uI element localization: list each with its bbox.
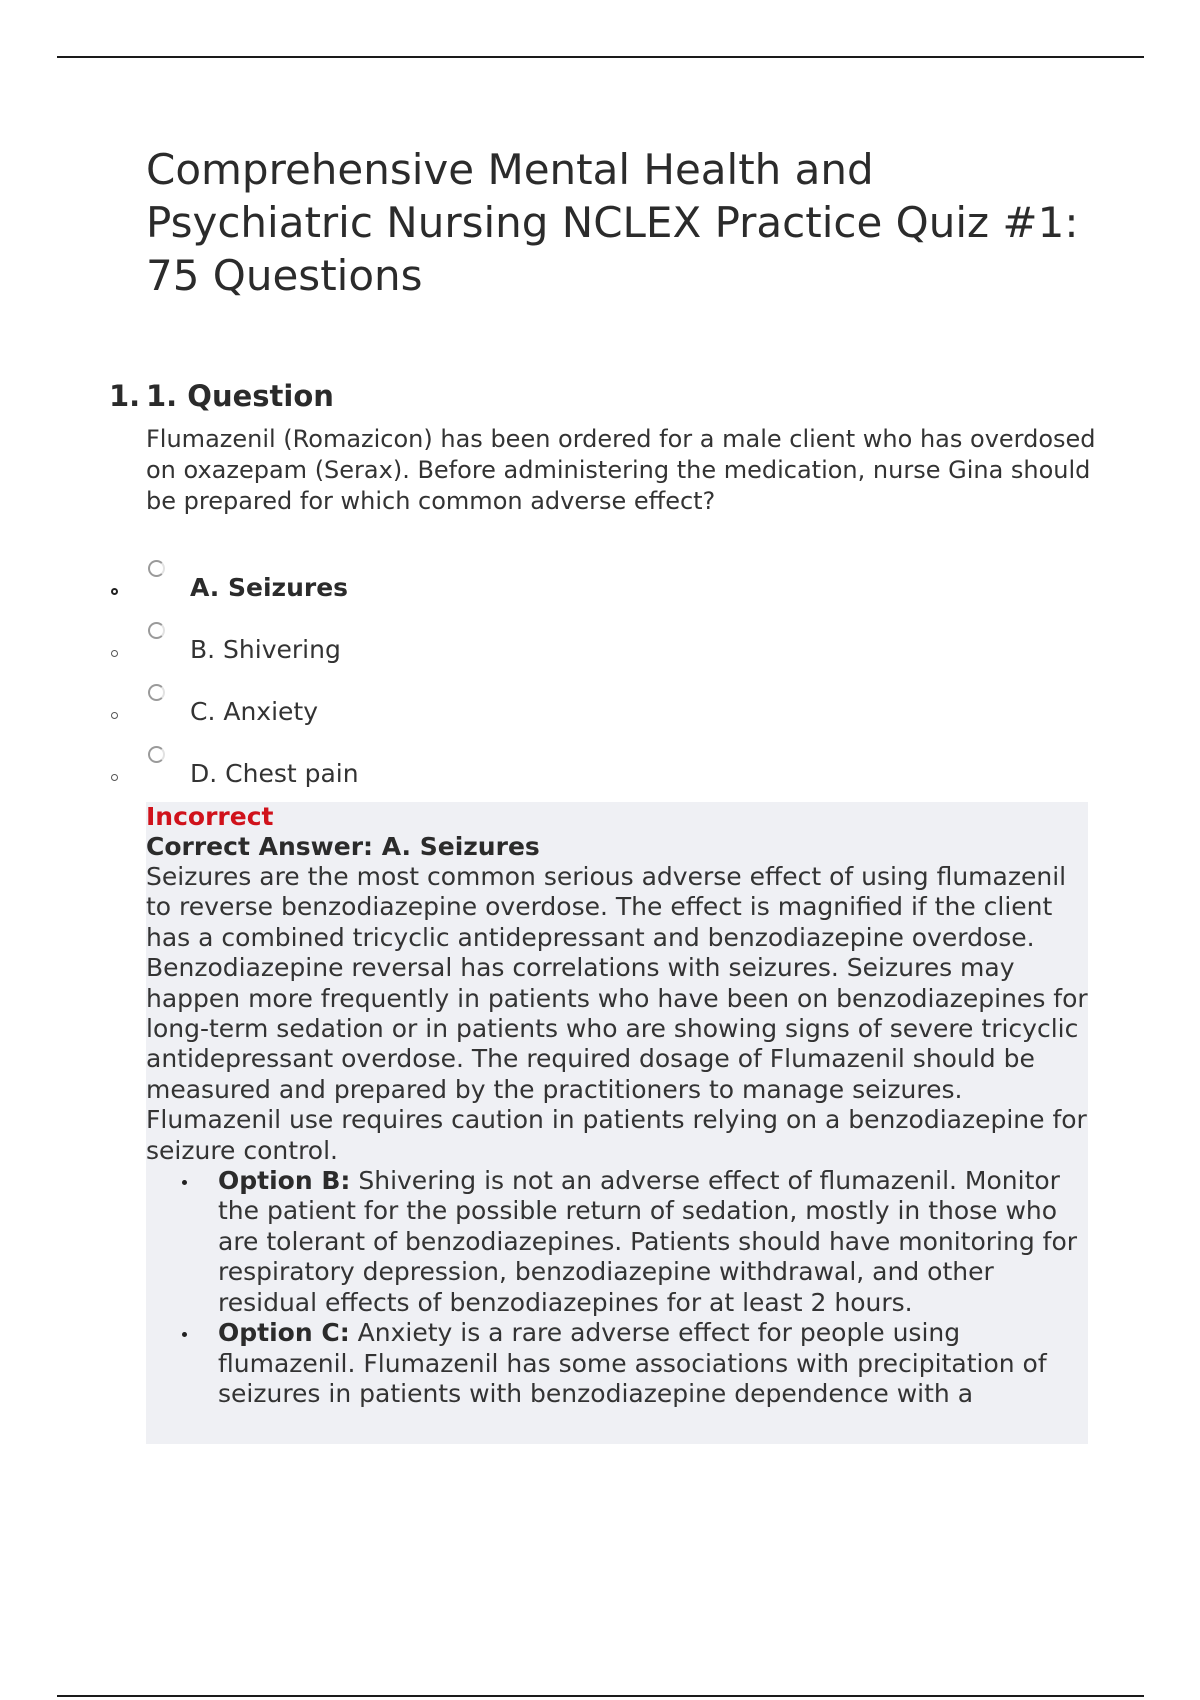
question-text: Flumazenil (Romazicon) has been ordered for a male client who has overdosed on oxazepam (Serax). Before administering the medication, nurse Gina should be prepared for which common adverse effect? bbox=[146, 425, 1096, 515]
list-bullet-icon bbox=[111, 774, 118, 781]
answer-option-b[interactable] bbox=[0, 622, 1200, 672]
list-bullet-icon bbox=[111, 650, 118, 657]
explanation-text: Seizures are the most common serious adverse effect of using flumazenil to reverse benzodiazepine overdose. The effect is magnified if the client has a combined tricyclic antidepressant and benzodiazepine overdose. Benzodiazepine reversal has correlations with seizures. Seizures may happen more frequently in patients who have been on benzodiazepines for long-term sedation or in patients who are showing signs of severe tricyclic antidepressant overdose. The required dosage of Flumazenil should be measured and prepared by the practitioners to manage seizures. Flumazenil use requires caution in patients relying on a benzodiazepine for seizure control. bbox=[146, 862, 1088, 1165]
radio-button[interactable] bbox=[148, 560, 165, 577]
bottom-rule bbox=[57, 1695, 1144, 1697]
rationale-text: Anxiety is a rare adverse effect for people using flumazenil. Flumazenil has some associations with precipitation of seizures in patients with benzodiazepine dependence with a bbox=[218, 1318, 1047, 1408]
question-heading bbox=[109, 376, 334, 416]
radio-button[interactable] bbox=[148, 684, 165, 701]
question-list-number: 1. bbox=[109, 379, 141, 413]
rationale-item bbox=[146, 1318, 1088, 1409]
answer-option-label[interactable]: B. Shivering bbox=[190, 635, 341, 664]
answer-option-c[interactable] bbox=[0, 684, 1200, 734]
rationale-option: Option B: bbox=[218, 1166, 351, 1196]
radio-button[interactable] bbox=[148, 622, 165, 639]
answer-feedback-panel bbox=[146, 802, 1088, 1444]
answer-option-label[interactable]: A. Seizures bbox=[190, 573, 349, 602]
question-heading-label: 1. Question bbox=[146, 379, 334, 413]
answer-option-label[interactable]: C. Anxiety bbox=[190, 697, 319, 726]
answer-option-a[interactable] bbox=[0, 560, 1200, 610]
list-bullet-icon bbox=[111, 588, 118, 595]
rationale-item bbox=[146, 1166, 1088, 1318]
top-rule bbox=[57, 56, 1144, 58]
rationale-option: Option C: bbox=[218, 1318, 350, 1348]
rationale-text: Shivering is not an adverse effect of flumazenil. Monitor the patient for the possible return of sedation, mostly in those who are tolerant of benzodiazepines. Patients should have monitoring for respiratory depression, benzodiazepine withdrawal, and other residual effects of benzodiazepines for at least 2 hours. bbox=[218, 1166, 1078, 1317]
bullet-dot-icon bbox=[182, 1180, 187, 1185]
bullet-dot-icon bbox=[182, 1332, 187, 1337]
list-bullet-icon bbox=[111, 712, 118, 719]
correct-answer: Correct Answer: A. Seizures bbox=[146, 832, 540, 861]
result-status: Incorrect bbox=[146, 802, 274, 831]
radio-button[interactable] bbox=[148, 746, 165, 763]
page-title: Comprehensive Mental Health and Psychiatric Nursing NCLEX Practice Quiz #1: 75 Questions bbox=[146, 145, 1079, 300]
answer-option-d[interactable] bbox=[0, 746, 1200, 796]
rationale-list bbox=[146, 1166, 1088, 1409]
answer-option-label[interactable]: D. Chest pain bbox=[190, 759, 359, 788]
